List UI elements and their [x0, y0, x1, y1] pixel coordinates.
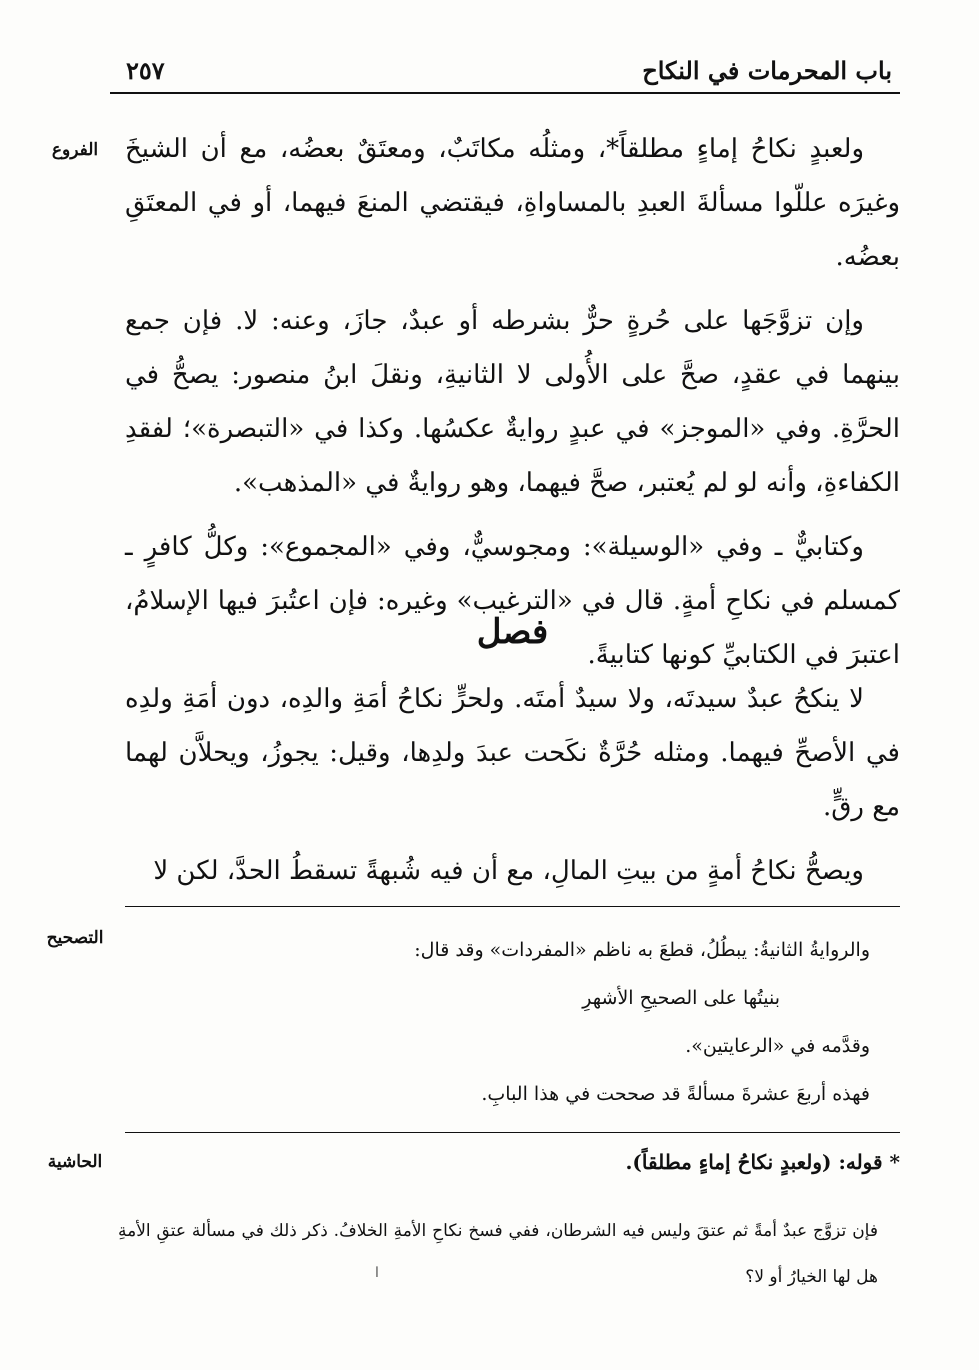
hashiya-title: * قوله: (ولعبدٍ نكاحُ إماءٍ مطلقاً).: [625, 1150, 900, 1174]
tashih-section: [130, 926, 870, 1118]
paragraph: لا ينكحُ عبدٌ سيدتَه، ولا سيدٌ أمتَه. ولحرٍّ نكاحُ أمَةِ والدِه، دون أمَةِ ولدِه في الأصحِّ فيهما. ومثله حُرَّةٌ نكَحت عبدَ ولدِها، وقيل: يجوزُ، ويحلاَّن لهما مع رقٍّ.: [125, 684, 900, 822]
divider: [125, 906, 900, 907]
chapter-title: باب المحرمات في النكاح: [642, 56, 892, 85]
tashih-line: وقدَّمه في «الرعايتين».: [685, 1035, 870, 1057]
page-number: ٢٥٧: [126, 56, 165, 85]
paragraph: ولعبدٍ نكاحُ إماءٍ مطلقاً*، ومثلُه مكاتَبٌ، ومعتَقٌ بعضُه، مع أن الشيخَ وغيرَه عللّوا مسألةَ العبدِ بالمساواةِ، فيقتضي المنعَ فيهما، أو في المعتَقِ بعضُه.: [125, 134, 900, 272]
main-text-lower: [125, 672, 900, 908]
margin-label-hashiya: الحاشية: [47, 1152, 103, 1172]
stray-mark: ا: [375, 1265, 379, 1281]
paragraph: ويصحُّ نكاحُ أمةٍ من بيتِ المالِ، مع أن فيه شُبهةً تسقطُ الحدَّ، لكن لا: [153, 856, 864, 886]
section-heading: فصل: [476, 612, 549, 652]
page-header: [110, 50, 900, 94]
margin-label-tashih: التصحيح: [46, 928, 104, 948]
main-text-upper: [125, 122, 900, 692]
paragraph: وكتابيٌّ ـ وفي «الوسيلة»: ومجوسيٌّ، وفي «المجموع»: وكلُّ كافرٍ ـ كمسلم في نكاحِ أمةٍ. قال في «الترغيب» وغيره: فإن اعتُبرَ فيها الإسلامُ، اعتبرَ في الكتابيِّ كونها كتابيةً.: [125, 532, 900, 670]
tashih-line: والروايةُ الثانيةُ: يبطُلُ، قطعَ به ناظم «المفردات» وقد قال:: [414, 939, 870, 961]
margin-label-furu: الفروع: [51, 140, 99, 160]
divider: [125, 1132, 900, 1133]
tashih-verse: بنيتُها على الصحيحِ الأشهرِ: [582, 987, 780, 1009]
paragraph: وإن تزوَّجَها على حُرةٍ حرٌّ بشرطه أو عبدٌ، جازَ، وعنه: لا. فإن جمع بينهما في عقدٍ، صحَّ على الأُولى لا الثانيةِ، ونقلَ ابنُ منصور: يصحُّ في الحرَّةِ. وفي «الموجز» في عبدٍ روايةٌ عكسُها. وكذا في «التبصرة»؛ لفقدِ الكفاءةِ، وأنه لو لم يُعتبر، صحَّ فيهما، وهو روايةٌ في «المذهب».: [125, 306, 900, 498]
hashiya-body: فإن تزوَّج عبدٌ أمةً ثم عتقَ وليس فيه الشرطان، ففي فسخ نكاحِ الأمةِ الخلافُ. ذكر ذلك في مسألة عتقِ الأمةِ هل لها الخيارُ أو لا؟: [118, 1221, 878, 1287]
tashih-line: فهذه أربعَ عشرةَ مسألةً قد صححت في هذا البابِ.: [481, 1083, 870, 1105]
